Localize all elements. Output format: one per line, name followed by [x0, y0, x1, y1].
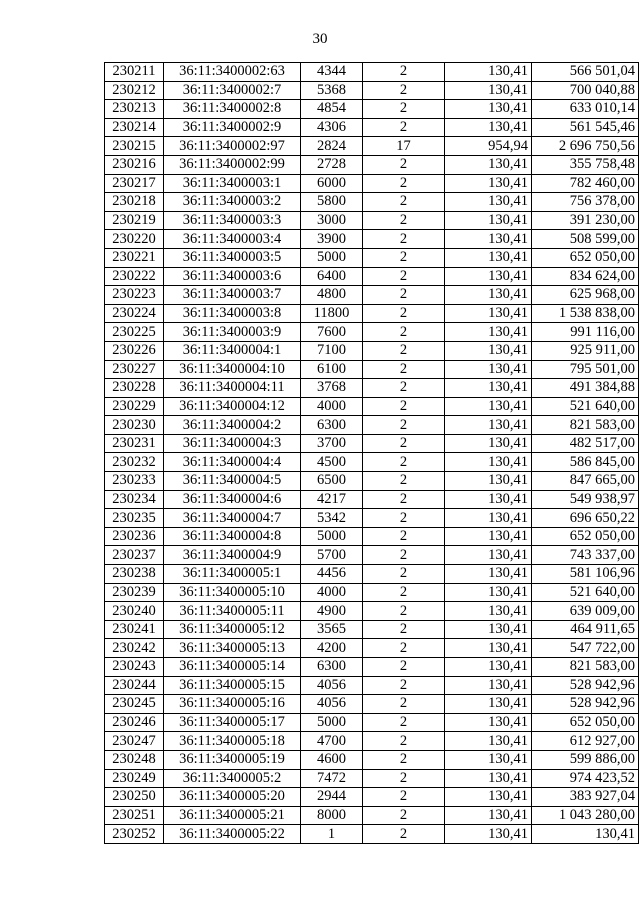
cadastral-number-cell: 36:11:3400003:4 [164, 230, 301, 249]
area-cell: 4700 [301, 732, 363, 751]
value-cell: 491 384,88 [532, 379, 639, 398]
group-cell: 2 [363, 620, 445, 639]
area-cell: 2944 [301, 788, 363, 807]
cadastral-number-cell: 36:11:3400002:97 [164, 137, 301, 156]
value-cell: 521 640,00 [532, 397, 639, 416]
group-cell: 2 [363, 806, 445, 825]
table-row [105, 565, 639, 584]
row-number-cell: 230233 [105, 472, 164, 491]
area-cell: 4500 [301, 453, 363, 472]
group-cell: 2 [363, 434, 445, 453]
group-cell: 2 [363, 472, 445, 491]
value-cell: 847 665,00 [532, 472, 639, 491]
value-cell: 700 040,88 [532, 81, 639, 100]
area-cell: 7472 [301, 769, 363, 788]
cadastral-number-cell: 36:11:3400003:1 [164, 174, 301, 193]
table-row [105, 379, 639, 398]
table-row [105, 639, 639, 658]
area-cell: 4200 [301, 639, 363, 658]
cadastral-number-cell: 36:11:3400005:22 [164, 825, 301, 844]
row-number-cell: 230237 [105, 546, 164, 565]
cadastral-number-cell: 36:11:3400004:9 [164, 546, 301, 565]
row-number-cell: 230236 [105, 527, 164, 546]
row-number-cell: 230246 [105, 713, 164, 732]
group-cell: 2 [363, 825, 445, 844]
area-cell: 5700 [301, 546, 363, 565]
table-row [105, 341, 639, 360]
table-row [105, 527, 639, 546]
cadastral-number-cell: 36:11:3400005:17 [164, 713, 301, 732]
table-row [105, 304, 639, 323]
table-row [105, 211, 639, 230]
value-cell: 521 640,00 [532, 583, 639, 602]
table-row [105, 100, 639, 119]
cadastral-number-cell: 36:11:3400005:15 [164, 676, 301, 695]
row-number-cell: 230225 [105, 323, 164, 342]
cadastral-number-cell: 36:11:3400003:9 [164, 323, 301, 342]
cadastral-number-cell: 36:11:3400005:19 [164, 750, 301, 769]
area-cell: 6300 [301, 416, 363, 435]
group-cell: 2 [363, 230, 445, 249]
area-cell: 4800 [301, 286, 363, 305]
row-number-cell: 230231 [105, 434, 164, 453]
cadastral-number-cell: 36:11:3400003:2 [164, 193, 301, 212]
group-cell: 2 [363, 341, 445, 360]
value-cell: 625 968,00 [532, 286, 639, 305]
rate-cell: 130,41 [445, 248, 532, 267]
table-row [105, 825, 639, 844]
cadastral-number-cell: 36:11:3400005:10 [164, 583, 301, 602]
cadastral-number-cell: 36:11:3400004:3 [164, 434, 301, 453]
row-number-cell: 230228 [105, 379, 164, 398]
table-row [105, 397, 639, 416]
table-row [105, 602, 639, 621]
table-row [105, 788, 639, 807]
rate-cell: 130,41 [445, 397, 532, 416]
table-row [105, 416, 639, 435]
row-number-cell: 230212 [105, 81, 164, 100]
area-cell: 5000 [301, 527, 363, 546]
row-number-cell: 230243 [105, 658, 164, 677]
area-cell: 4344 [301, 63, 363, 82]
group-cell: 2 [363, 155, 445, 174]
area-cell: 4306 [301, 118, 363, 137]
cadastral-number-cell: 36:11:3400004:11 [164, 379, 301, 398]
table-row [105, 248, 639, 267]
area-cell: 2824 [301, 137, 363, 156]
cadastral-number-cell: 36:11:3400003:7 [164, 286, 301, 305]
cadastral-number-cell: 36:11:3400005:20 [164, 788, 301, 807]
row-number-cell: 230217 [105, 174, 164, 193]
table-row [105, 750, 639, 769]
rate-cell: 130,41 [445, 546, 532, 565]
value-cell: 756 378,00 [532, 193, 639, 212]
table-row [105, 583, 639, 602]
row-number-cell: 230240 [105, 602, 164, 621]
row-number-cell: 230235 [105, 509, 164, 528]
rate-cell: 130,41 [445, 825, 532, 844]
table-row [105, 193, 639, 212]
group-cell: 2 [363, 211, 445, 230]
row-number-cell: 230238 [105, 565, 164, 584]
area-cell: 3900 [301, 230, 363, 249]
group-cell: 2 [363, 248, 445, 267]
area-cell: 6000 [301, 174, 363, 193]
table-row [105, 360, 639, 379]
table-row [105, 472, 639, 491]
area-cell: 5342 [301, 509, 363, 528]
group-cell: 17 [363, 137, 445, 156]
value-cell: 639 009,00 [532, 602, 639, 621]
cadastral-number-cell: 36:11:3400005:11 [164, 602, 301, 621]
value-cell: 795 501,00 [532, 360, 639, 379]
area-cell: 6400 [301, 267, 363, 286]
rate-cell: 130,41 [445, 565, 532, 584]
value-cell: 1 538 838,00 [532, 304, 639, 323]
group-cell: 2 [363, 379, 445, 398]
group-cell: 2 [363, 732, 445, 751]
group-cell: 2 [363, 416, 445, 435]
rate-cell: 130,41 [445, 509, 532, 528]
table-row [105, 769, 639, 788]
value-cell: 743 337,00 [532, 546, 639, 565]
cadastral-number-cell: 36:11:3400005:18 [164, 732, 301, 751]
cadastral-number-cell: 36:11:3400004:4 [164, 453, 301, 472]
value-cell: 581 106,96 [532, 565, 639, 584]
rate-cell: 130,41 [445, 211, 532, 230]
cadastral-number-cell: 36:11:3400004:10 [164, 360, 301, 379]
table-row [105, 286, 639, 305]
row-number-cell: 230241 [105, 620, 164, 639]
table-row [105, 732, 639, 751]
row-number-cell: 230234 [105, 490, 164, 509]
row-number-cell: 230215 [105, 137, 164, 156]
table-row [105, 137, 639, 156]
group-cell: 2 [363, 174, 445, 193]
rate-cell: 130,41 [445, 286, 532, 305]
rate-cell: 130,41 [445, 639, 532, 658]
group-cell: 2 [363, 527, 445, 546]
group-cell: 2 [363, 583, 445, 602]
cadastral-number-cell: 36:11:3400005:14 [164, 658, 301, 677]
group-cell: 2 [363, 713, 445, 732]
cadastral-number-cell: 36:11:3400002:9 [164, 118, 301, 137]
table-row [105, 695, 639, 714]
value-cell: 464 911,65 [532, 620, 639, 639]
area-cell: 4056 [301, 695, 363, 714]
area-cell: 3768 [301, 379, 363, 398]
table-row [105, 453, 639, 472]
page-number: 30 [312, 31, 328, 47]
table-row [105, 713, 639, 732]
table-row [105, 230, 639, 249]
rate-cell: 130,41 [445, 695, 532, 714]
cadastral-number-cell: 36:11:3400002:7 [164, 81, 301, 100]
rate-cell: 130,41 [445, 379, 532, 398]
area-cell: 3565 [301, 620, 363, 639]
area-cell: 4000 [301, 583, 363, 602]
area-cell: 4600 [301, 750, 363, 769]
cadastral-number-cell: 36:11:3400002:99 [164, 155, 301, 174]
value-cell: 2 696 750,56 [532, 137, 639, 156]
row-number-cell: 230248 [105, 750, 164, 769]
area-cell: 4854 [301, 100, 363, 119]
area-cell: 4456 [301, 565, 363, 584]
row-number-cell: 230221 [105, 248, 164, 267]
row-number-cell: 230245 [105, 695, 164, 714]
area-cell: 8000 [301, 806, 363, 825]
cadastral-number-cell: 36:11:3400003:5 [164, 248, 301, 267]
rate-cell: 130,41 [445, 100, 532, 119]
group-cell: 2 [363, 788, 445, 807]
value-cell: 652 050,00 [532, 713, 639, 732]
group-cell: 2 [363, 509, 445, 528]
area-cell: 3700 [301, 434, 363, 453]
value-cell: 599 886,00 [532, 750, 639, 769]
value-cell: 834 624,00 [532, 267, 639, 286]
row-number-cell: 230227 [105, 360, 164, 379]
value-cell: 528 942,96 [532, 695, 639, 714]
rate-cell: 130,41 [445, 490, 532, 509]
cadastral-number-cell: 36:11:3400004:1 [164, 341, 301, 360]
group-cell: 2 [363, 267, 445, 286]
table-row [105, 323, 639, 342]
value-cell: 547 722,00 [532, 639, 639, 658]
table-body [105, 63, 639, 844]
area-cell: 4900 [301, 602, 363, 621]
row-number-cell: 230211 [105, 63, 164, 82]
rate-cell: 130,41 [445, 360, 532, 379]
area-cell: 7600 [301, 323, 363, 342]
area-cell: 6500 [301, 472, 363, 491]
table-row [105, 490, 639, 509]
value-cell: 821 583,00 [532, 416, 639, 435]
row-number-cell: 230220 [105, 230, 164, 249]
cadastral-number-cell: 36:11:3400005:1 [164, 565, 301, 584]
rate-cell: 130,41 [445, 583, 532, 602]
table-row [105, 155, 639, 174]
row-number-cell: 230249 [105, 769, 164, 788]
rate-cell: 130,41 [445, 63, 532, 82]
row-number-cell: 230216 [105, 155, 164, 174]
row-number-cell: 230242 [105, 639, 164, 658]
group-cell: 2 [363, 658, 445, 677]
value-cell: 925 911,00 [532, 341, 639, 360]
value-cell: 482 517,00 [532, 434, 639, 453]
value-cell: 633 010,14 [532, 100, 639, 119]
cadastral-number-cell: 36:11:3400005:2 [164, 769, 301, 788]
cadastral-number-cell: 36:11:3400005:12 [164, 620, 301, 639]
rate-cell: 130,41 [445, 713, 532, 732]
rate-cell: 130,41 [445, 676, 532, 695]
value-cell: 696 650,22 [532, 509, 639, 528]
rate-cell: 130,41 [445, 304, 532, 323]
rate-cell: 130,41 [445, 341, 532, 360]
value-cell: 508 599,00 [532, 230, 639, 249]
group-cell: 2 [363, 360, 445, 379]
group-cell: 2 [363, 397, 445, 416]
group-cell: 2 [363, 193, 445, 212]
row-number-cell: 230251 [105, 806, 164, 825]
cadastral-value-table [104, 62, 639, 844]
area-cell: 2728 [301, 155, 363, 174]
area-cell: 5368 [301, 81, 363, 100]
table-row [105, 63, 639, 82]
group-cell: 2 [363, 490, 445, 509]
value-cell: 1 043 280,00 [532, 806, 639, 825]
area-cell: 11800 [301, 304, 363, 323]
value-cell: 652 050,00 [532, 248, 639, 267]
value-cell: 612 927,00 [532, 732, 639, 751]
cadastral-number-cell: 36:11:3400002:8 [164, 100, 301, 119]
rate-cell: 130,41 [445, 750, 532, 769]
cadastral-number-cell: 36:11:3400004:8 [164, 527, 301, 546]
table-row [105, 676, 639, 695]
cadastral-number-cell: 36:11:3400003:6 [164, 267, 301, 286]
row-number-cell: 230232 [105, 453, 164, 472]
area-cell: 4000 [301, 397, 363, 416]
value-cell: 561 545,46 [532, 118, 639, 137]
row-number-cell: 230252 [105, 825, 164, 844]
cadastral-number-cell: 36:11:3400004:7 [164, 509, 301, 528]
rate-cell: 130,41 [445, 118, 532, 137]
row-number-cell: 230219 [105, 211, 164, 230]
area-cell: 5000 [301, 713, 363, 732]
rate-cell: 130,41 [445, 472, 532, 491]
row-number-cell: 230223 [105, 286, 164, 305]
group-cell: 2 [363, 63, 445, 82]
rate-cell: 130,41 [445, 620, 532, 639]
row-number-cell: 230213 [105, 100, 164, 119]
cadastral-number-cell: 36:11:3400003:3 [164, 211, 301, 230]
group-cell: 2 [363, 602, 445, 621]
rate-cell: 130,41 [445, 174, 532, 193]
cadastral-number-cell: 36:11:3400005:21 [164, 806, 301, 825]
area-cell: 4217 [301, 490, 363, 509]
rate-cell: 130,41 [445, 602, 532, 621]
value-cell: 586 845,00 [532, 453, 639, 472]
group-cell: 2 [363, 100, 445, 119]
rate-cell: 130,41 [445, 658, 532, 677]
group-cell: 2 [363, 750, 445, 769]
value-cell: 130,41 [532, 825, 639, 844]
rate-cell: 130,41 [445, 323, 532, 342]
group-cell: 2 [363, 81, 445, 100]
cadastral-number-cell: 36:11:3400005:13 [164, 639, 301, 658]
rate-cell: 130,41 [445, 527, 532, 546]
row-number-cell: 230244 [105, 676, 164, 695]
rate-cell: 130,41 [445, 769, 532, 788]
value-cell: 383 927,04 [532, 788, 639, 807]
table-row [105, 546, 639, 565]
rate-cell: 954,94 [445, 137, 532, 156]
table-row [105, 434, 639, 453]
row-number-cell: 230247 [105, 732, 164, 751]
group-cell: 2 [363, 565, 445, 584]
area-cell: 4056 [301, 676, 363, 695]
table-row [105, 81, 639, 100]
row-number-cell: 230214 [105, 118, 164, 137]
rate-cell: 130,41 [445, 788, 532, 807]
table-row [105, 509, 639, 528]
cadastral-number-cell: 36:11:3400004:6 [164, 490, 301, 509]
rate-cell: 130,41 [445, 732, 532, 751]
value-cell: 355 758,48 [532, 155, 639, 174]
group-cell: 2 [363, 695, 445, 714]
area-cell: 6300 [301, 658, 363, 677]
value-cell: 652 050,00 [532, 527, 639, 546]
group-cell: 2 [363, 286, 445, 305]
table-row [105, 806, 639, 825]
value-cell: 974 423,52 [532, 769, 639, 788]
table-row [105, 620, 639, 639]
cadastral-number-cell: 36:11:3400002:63 [164, 63, 301, 82]
cadastral-number-cell: 36:11:3400004:12 [164, 397, 301, 416]
cadastral-number-cell: 36:11:3400003:8 [164, 304, 301, 323]
value-cell: 991 116,00 [532, 323, 639, 342]
area-cell: 5000 [301, 248, 363, 267]
area-cell: 5800 [301, 193, 363, 212]
group-cell: 2 [363, 118, 445, 137]
value-cell: 821 583,00 [532, 658, 639, 677]
rate-cell: 130,41 [445, 434, 532, 453]
area-cell: 3000 [301, 211, 363, 230]
rate-cell: 130,41 [445, 230, 532, 249]
group-cell: 2 [363, 676, 445, 695]
group-cell: 2 [363, 769, 445, 788]
area-cell: 6100 [301, 360, 363, 379]
row-number-cell: 230226 [105, 341, 164, 360]
group-cell: 2 [363, 639, 445, 658]
rate-cell: 130,41 [445, 155, 532, 174]
value-cell: 528 942,96 [532, 676, 639, 695]
cadastral-number-cell: 36:11:3400005:16 [164, 695, 301, 714]
value-cell: 549 938,97 [532, 490, 639, 509]
value-cell: 782 460,00 [532, 174, 639, 193]
value-cell: 391 230,00 [532, 211, 639, 230]
table-row [105, 658, 639, 677]
value-cell: 566 501,04 [532, 63, 639, 82]
row-number-cell: 230239 [105, 583, 164, 602]
rate-cell: 130,41 [445, 416, 532, 435]
table-row [105, 118, 639, 137]
row-number-cell: 230250 [105, 788, 164, 807]
rate-cell: 130,41 [445, 806, 532, 825]
group-cell: 2 [363, 323, 445, 342]
table-row [105, 174, 639, 193]
rate-cell: 130,41 [445, 81, 532, 100]
rate-cell: 130,41 [445, 267, 532, 286]
row-number-cell: 230218 [105, 193, 164, 212]
area-cell: 7100 [301, 341, 363, 360]
cadastral-number-cell: 36:11:3400004:2 [164, 416, 301, 435]
row-number-cell: 230230 [105, 416, 164, 435]
row-number-cell: 230222 [105, 267, 164, 286]
cadastral-number-cell: 36:11:3400004:5 [164, 472, 301, 491]
rate-cell: 130,41 [445, 453, 532, 472]
table-row [105, 267, 639, 286]
row-number-cell: 230229 [105, 397, 164, 416]
row-number-cell: 230224 [105, 304, 164, 323]
group-cell: 2 [363, 453, 445, 472]
area-cell: 1 [301, 825, 363, 844]
group-cell: 2 [363, 546, 445, 565]
group-cell: 2 [363, 304, 445, 323]
rate-cell: 130,41 [445, 193, 532, 212]
